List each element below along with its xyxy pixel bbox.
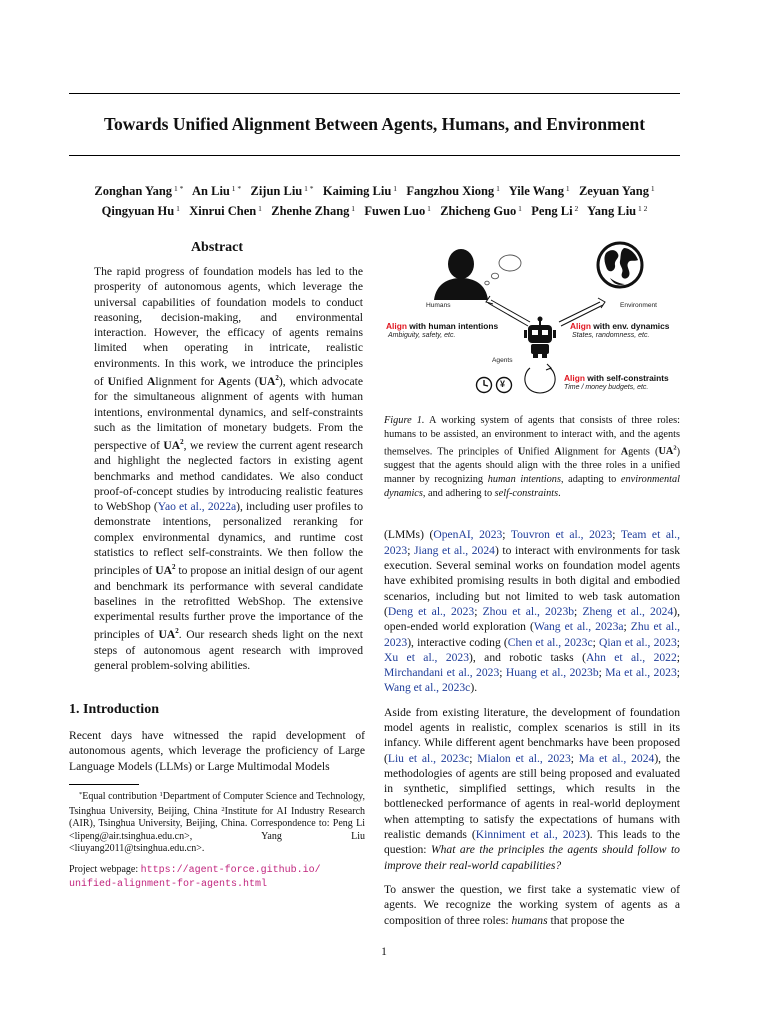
citation-link[interactable]: Ma et al., 2023: [605, 666, 677, 680]
author-name: An Liu $^{1 *}$: [192, 184, 242, 198]
citation-link[interactable]: Ahn et al., 2022: [585, 650, 677, 664]
intro-paragraph: Recent days have witnessed the rapid development of autonomous agents, which leverage the proficiency of Large Language Models (LLMs) or Large Multimodal Models: [69, 729, 365, 773]
citation-link[interactable]: Jiang et al., 2024: [414, 543, 495, 557]
author-name: Xinrui Chen $^1$: [189, 204, 262, 218]
author-name: Fangzhou Xiong $^1$: [406, 184, 500, 198]
citation-link[interactable]: Mialon et al., 2023: [477, 751, 571, 765]
human-icon: [434, 249, 488, 300]
author-name: Zhicheng Guo $^1$: [440, 204, 522, 218]
author-affiliation-mark: 1: [516, 204, 522, 213]
citation-link[interactable]: Kinniment et al., 2023: [475, 828, 586, 842]
author-affiliation-mark: 1: [494, 184, 500, 193]
right-paragraph-3: To answer the question, we first take a systematic view of agents. We recognize the working system of agents as a composition of three roles: humans that propose the: [384, 882, 680, 927]
citation-link[interactable]: Touvron et al., 2023: [510, 528, 613, 542]
align-env-heading: Align with env. dynamics: [570, 321, 670, 331]
money-symbol: ¥: [500, 379, 506, 389]
align-human-heading: Align with human intentions: [386, 321, 499, 331]
title-bottom-rule: [69, 155, 680, 156]
author-name: Zhenhe Zhang $^1$: [271, 204, 356, 218]
author-affiliation-mark: 1: [349, 204, 356, 213]
citation-link[interactable]: Zhu et al., 2023: [384, 620, 681, 649]
thought-bubble-icon: [485, 255, 521, 285]
align-env-sub: States, randomness, etc.: [572, 332, 650, 339]
figure-1-caption: Figure 1. A working system of agents that consists of three roles: humans to be assisted, an environment to interact with, and the agents themselves. The principles of Unified Alignment for Agents $(UA^2)$ suggest that the agents should align with the three roles in a unified manner by recognizing human intentions, adapting to environmental dynamics, and adhering to self-constraints.: [384, 415, 681, 500]
humans-label: Humans: [426, 302, 451, 309]
robot-agent-icon: [524, 317, 556, 359]
author-affiliation-mark: 1: [649, 184, 655, 193]
citation-link[interactable]: Liu et al., 2023c: [387, 751, 470, 765]
author-affiliation-mark: 1 *: [172, 184, 184, 193]
citation-link[interactable]: Chen et al., 2023c: [507, 635, 593, 649]
citation-link[interactable]: Zhou et al., 2023b: [482, 604, 575, 618]
globe-icon: [598, 243, 642, 287]
citation-link[interactable]: Yao et al., 2022a: [157, 500, 237, 514]
align-self-sub: Time / money budgets, etc.: [564, 384, 649, 391]
author-name: Peng Li $^2$: [531, 204, 579, 218]
author-affiliation-mark: 2: [572, 204, 579, 213]
self-loop-arrow: [525, 364, 555, 393]
citation-link[interactable]: Team et al., 2023: [384, 528, 680, 557]
author-affiliation-mark: 1: [174, 204, 180, 213]
citation-link[interactable]: Zheng et al., 2024: [582, 604, 674, 618]
right-paragraph-2: Aside from existing literature, the development of foundation model agents in realistic, complex scenarios is still in its infancy. While different agent benchmarks have been proposed (Liu et al., 2023c; Mialon et al., 2023; Ma et al., 2024), the methodologies of agents are still being proposed and evaluated in synthetic, simplified settings, which results in the bottlenecked performance of agents in real-world deployment when attempting to satisfy the expectations of humans with realistic demands (Kinniment et al., 2023). This leads to the question: What are the principles the agents should follow to improve their real-world capabilities?: [384, 705, 681, 872]
author-affiliation-mark: 1 2: [636, 204, 648, 213]
citation-link[interactable]: OpenAI, 2023: [433, 528, 503, 542]
clock-icon: [477, 378, 492, 393]
author-affiliation-mark: 1 *: [229, 184, 242, 193]
author-name: Yile Wang $^1$: [508, 184, 570, 198]
citation-link[interactable]: Deng et al., 2023: [387, 604, 475, 618]
author-name: Qingyuan Hu $^1$: [101, 204, 180, 218]
author-affiliation-mark: 1: [425, 204, 431, 213]
author-affiliation-mark: 1 *: [302, 184, 314, 193]
top-rule: [69, 93, 680, 94]
author-affiliation-mark: 1: [563, 184, 570, 193]
align-self-heading: Align with self-constraints: [564, 373, 669, 383]
author-line-1: [69, 180, 680, 200]
project-url-link[interactable]: https://agent-force.github.io/: [140, 865, 321, 877]
citation-link[interactable]: Xu et al., 2023: [384, 650, 470, 664]
author-name: Zonghan Yang $^{1 *}$: [94, 184, 184, 198]
abstract-text: The rapid progress of foundation models has led to the prosperity of autonomous agents, which leverage the universal capabilities of foundation models to conduct reasoning, decision-making, and environmental interaction. However, the efficacy of agents remains limited when operating in intricate, realistic environments. In this work, we introduce the principles of Unified Alignment for Agents $(UA^2)$, which advocate for the simultaneous alignment of agents with human intentions, environmental dynamics, and self-constraints such as the limitation of monetary budgets. From the perspective of $UA^2$, we review the current agent research and highlight the neglected factors in existing agent benchmarks and method candidates. We also conduct proof-of-concept studies by introducing realistic features to WebShop (Yao et al., 2022a), including user profiles to demonstrate intentions, personalized reranking for complex environmental dynamics, and runtime cost statistics to reflect self-constraints. We then follow the principles of $UA^2$ to propose an initial design of our agent and benchmark its performance with several candidate baselines in the retrofitted WebShop. The extensive experimental results further prove the importance of the principles of $UA^2$. Our research sheds light on the next steps of autonomous agent research with improved general problem-solving abilities.: [94, 265, 363, 672]
project-url-link-cont[interactable]: unified-alignment-for-agents.html: [69, 878, 268, 890]
author-name: Zeyuan Yang $^1$: [578, 184, 655, 198]
author-name: Kaiming Liu $^1$: [322, 184, 397, 198]
right-paragraph-1: (LMMs) (OpenAI, 2023; Touvron et al., 2023; Team et al., 2023; Jiang et al., 2024) to interact with environments for task execution. Several seminal works on foundation model agents have exhibited promising results in both digital and embodied scenarios, including but not limited to web task automation (Deng et al., 2023; Zhou et al., 2023b; Zheng et al., 2024), open-ended world exploration (Wang et al., 2023a; Zhu et al., 2023), interactive coding (Chen et al., 2023c; Qian et al., 2023; Xu et al., 2023), and robotic tasks (Ahn et al., 2022; Mirchandani et al., 2023; Huang et al., 2023b; Ma et al., 2023; Wang et al., 2023c).: [384, 528, 681, 695]
author-line-2: [69, 200, 680, 220]
citation-link[interactable]: Huang et al., 2023b: [505, 666, 599, 680]
author-affiliation-mark: 1: [391, 184, 397, 193]
author-name: Fuwen Luo $^1$: [364, 204, 431, 218]
page-number: 1: [381, 946, 387, 958]
citation-link[interactable]: Wang et al., 2023c: [384, 681, 471, 695]
right-column: [384, 240, 680, 928]
paper-title: Towards Unified Alignment Between Agents, Humans, and Environment: [103, 114, 646, 134]
section-heading-introduction: 1. Introduction: [69, 702, 159, 718]
align-human-sub: Ambiguity, safety, etc.: [388, 332, 456, 339]
footnote-affiliations: *Equal contribution $^1$Department of Computer Science and Technology, Tsinghua University, Beijing, China $^2$Institute for AI Industry Research (AIR), Tsinghua University, Beijing, China. Correspondence to: Peng Li <lipeng@air.tsinghua.edu.cn>, Yang Liu <liuyang2011@tsinghua.edu.cn>.: [69, 791, 366, 855]
author-list: [69, 180, 680, 220]
author-name: Zijun Liu $^{1 *}$: [250, 184, 314, 198]
abstract-heading: Abstract: [190, 240, 244, 255]
citation-link[interactable]: Mirchandani et al., 2023: [384, 666, 500, 680]
figure-1: [384, 240, 680, 410]
citation-link[interactable]: Qian et al., 2023: [599, 635, 677, 649]
environment-label: Environment: [620, 302, 658, 309]
author-name: Yang Liu $^{1 2}$: [587, 204, 648, 218]
author-affiliation-mark: 1: [256, 204, 262, 213]
citation-link[interactable]: Ma et al., 2024: [578, 751, 655, 765]
left-column: [69, 240, 365, 891]
agents-label: Agents: [492, 357, 513, 364]
footnote-project: Project webpage: https://agent-force.github.io/ unified-alignment-for-agents.html: [69, 864, 321, 890]
citation-link[interactable]: Wang et al., 2023a: [533, 620, 624, 634]
footnote-rule: [69, 784, 139, 785]
